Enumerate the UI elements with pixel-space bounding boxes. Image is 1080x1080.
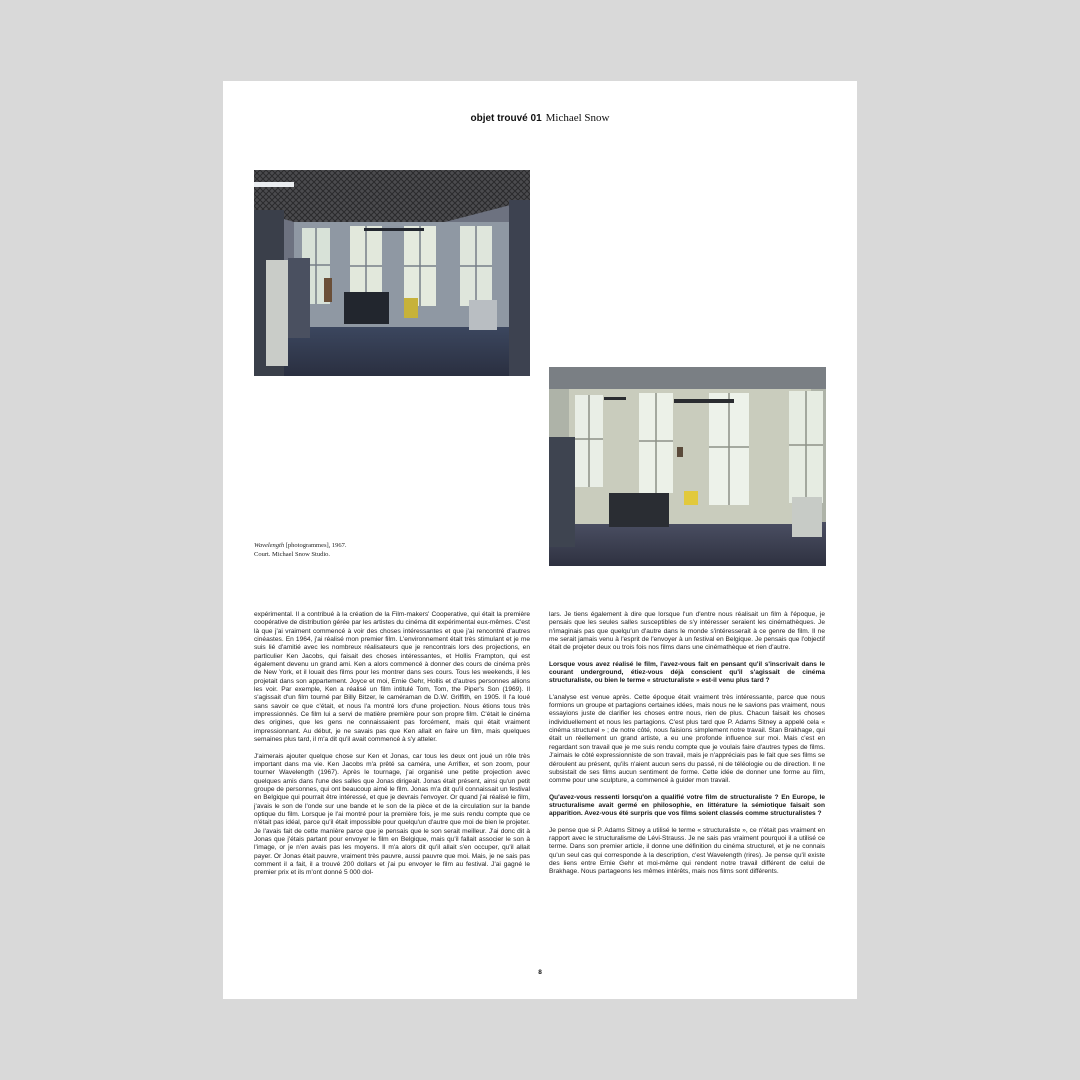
- artist-name: Michael Snow: [545, 112, 610, 124]
- text-column-left: [254, 611, 530, 886]
- wavelength-photogram-1: [254, 170, 530, 376]
- page-number: 8: [538, 969, 542, 976]
- paragraph: Je pense que si P. Adams Sitney a utilisé le terme « structuraliste », ce n'était pas vraiment en rapport avec le structuralisme de Lévi-Strauss. Je ne sais pas vraiment pourquoi il a utilisé ce terme. Dans son premier article, il donne une définition du cinéma structurel, et je ne connais qu'un seul cas qui corresponde à la description, c'est Wavelength (rires). Je pense qu'il existe des liens entre Ernie Gehr et moi-même qui rendent notre travail différent de celui de Brakhage. Nous partageons les mêmes intérêts, mais nos films sont différents.: [549, 826, 825, 876]
- paragraph: J'aimerais ajouter quelque chose sur Ken et Jonas, car tous les deux ont joué un rôle très important dans ma vie. Ken Jacobs m'a prêté sa caméra, une Arriflex, et son zoom, pour tourner Wavelength (1967). Après le tournage, j'ai organisé une petite projection avec quelques amis dans l'une des salles que Jonas dirigeait. Jonas était présent, ainsi qu'un petit groupe de personnes, qui ont beaucoup aimé le film. Jonas m'a dit qu'il connaissait un festival en Belgique qui pourrait être intéressé, et que je devrais l'envoyer. Or quand j'ai réalisé le film, j'avais le son de l'onde sur une bande et le son de la pièce et de la circulation sur la bande optique du film. Lorsque je l'ai montré pour la première fois, je me suis rendu compte que ce n'était pas idéal, parce qu'il était impossible pour quelqu'un d'autre que moi de bien le projeter. Je l'avais fait de cette manière parce que je pensais que le son serait meilleur. J'ai donc dit à Jonas que j'étais partant pour envoyer le film en Belgique, mais qu'il fallait associer le son à l'image, or je n'en avais pas les moyens. Il m'a alors dit qu'il allait s'en occuper, qu'il allait payer. Or Jonas était pauvre, vraiment très pauvre, aussi pauvre que moi. Mais, je ne sais pas comment il a fait, il a trouvé 200 dollars et j'ai pu envoyer le film au festival. J'ai gagné le premier prix et ils m'ont donné 5 000 dol-: [254, 752, 530, 877]
- page-header: [223, 112, 857, 124]
- caption-credit: Court. Michael Snow Studio.: [254, 550, 331, 558]
- paragraph: L'analyse est venue après. Cette époque était vraiment très intéressante, parce que nous formions un groupe et partagions certaines idées, mais nous ne le savions pas vraiment, nous essayions juste de clarifier les choses entre nous, rien de plus. Chacun faisait les choses individuellement et nous les partagions. C'est plus tard que P. Adams Sitney a appelé cela « cinéma structurel » ; de notre côté, nous faisions simplement notre travail. Stan Brakhage, qui était un réellement un grand artiste, a eu une profonde influence sur moi. Mais c'est en regardant son travail que je me suis rendu compte que je voulais faire d'autres types de films. J'aimais le côté expressionniste de son travail, mais je n'appréciais pas le fait que ses films se déroulent au présent, qu'ils n'aient aucun sens du passé, ni de téléologie ou de direction. Il ne subsistait de ses films aucun sentiment de forme. Cette idée de donner une forme au film, comme pour une sculpture, a commencé à guider mon travail.: [549, 693, 825, 785]
- section-title: objet trouvé 01: [470, 113, 542, 124]
- interview-question: Qu'avez-vous ressenti lorsqu'on a qualifié votre film de structuraliste ? En Europe, le structuralisme avait germé en philosophie, en littérature la sémiotique faisait son apparition. Avez-vous été surpris que vos films soient classés comme structuralistes ?: [549, 793, 825, 818]
- wavelength-photogram-2: [549, 367, 826, 566]
- paragraph: lars. Je tiens également à dire que lorsque l'un d'entre nous réalisait un film à l'époque, je pensais que les seules salles susceptibles de s'y intéresser seraient les cinémathèques. Je n'imaginais pas que quelqu'un d'autre dans le monde s'intéresserait à ce genre de film. Il ne me serait jamais venu à l'esprit de l'envoyer à un festival en Belgique. Je pensais que l'objectif était de projeter deux ou trois fois nos films dans une cinémathèque et rien d'autre.: [549, 611, 825, 652]
- photo-caption: [254, 542, 454, 559]
- paragraph: expérimental. Il a contribué à la création de la Film-makers' Cooperative, qui était la première coopérative de distribution gérée par les artistes du cinéma dit expérimental eux-mêmes. C'est là que j'ai vraiment commencé à voir des choses intéressantes et que j'ai rencontré d'autres cinéastes. En 1964, j'ai réalisé mon premier film. L'environnement était très stimulant et je me suis lié d'amitié avec les nombreux réalisateurs que je rencontrais lors des projections, en particulier Ken Jacobs, qui faisait des choses intéressantes, et Hollis Frampton, qui est également devenu un grand ami. Ken a alors commencé à donner des cours de cinéma près de New York, et il louait des films pour les montrer dans ses cours. Tous les weekends, il les projetait dans son appartement. Joyce et moi, Ernie Gehr, Hollis et d'autres personnes allions les voir. Par exemple, Ken a réalisé un film intitulé Tom, Tom, the Piper's Son (1969). Il s'agissait d'un film tourné par Billy Bitzer, le caméraman de D.W. Griffith, en 1905. Il l'a loué sans savoir ce que c'était, et nous l'a montré lors d'une projection. Nous étions tous très impressionnés. Ce film lui a servi de matière première pour son propre film. C'était le cinéma des origines, que les gens ne connaissaient pas forcément, mais qui était vraiment impressionnant. Au début, je ne savais pas que Ken allait en faire un film, mais quelques semaines plus tard, il m'a dit qu'il avait commencé à s'y atteler.: [254, 611, 530, 744]
- caption-line1-rest: [photogrammes], 1967.: [284, 542, 347, 549]
- text-column-right: [549, 611, 825, 885]
- magazine-page: [223, 81, 857, 999]
- interview-question: Lorsque vous avez réalisé le film, l'avez-vous fait en pensant qu'il s'inscrivait dans le courant underground, étiez-vous déjà conscient qu'il s'agissait de cinéma structuraliste, ou bien le terme « structuraliste » est-il venu plus tard ?: [549, 660, 825, 685]
- caption-film-title: Wavelength: [254, 542, 285, 549]
